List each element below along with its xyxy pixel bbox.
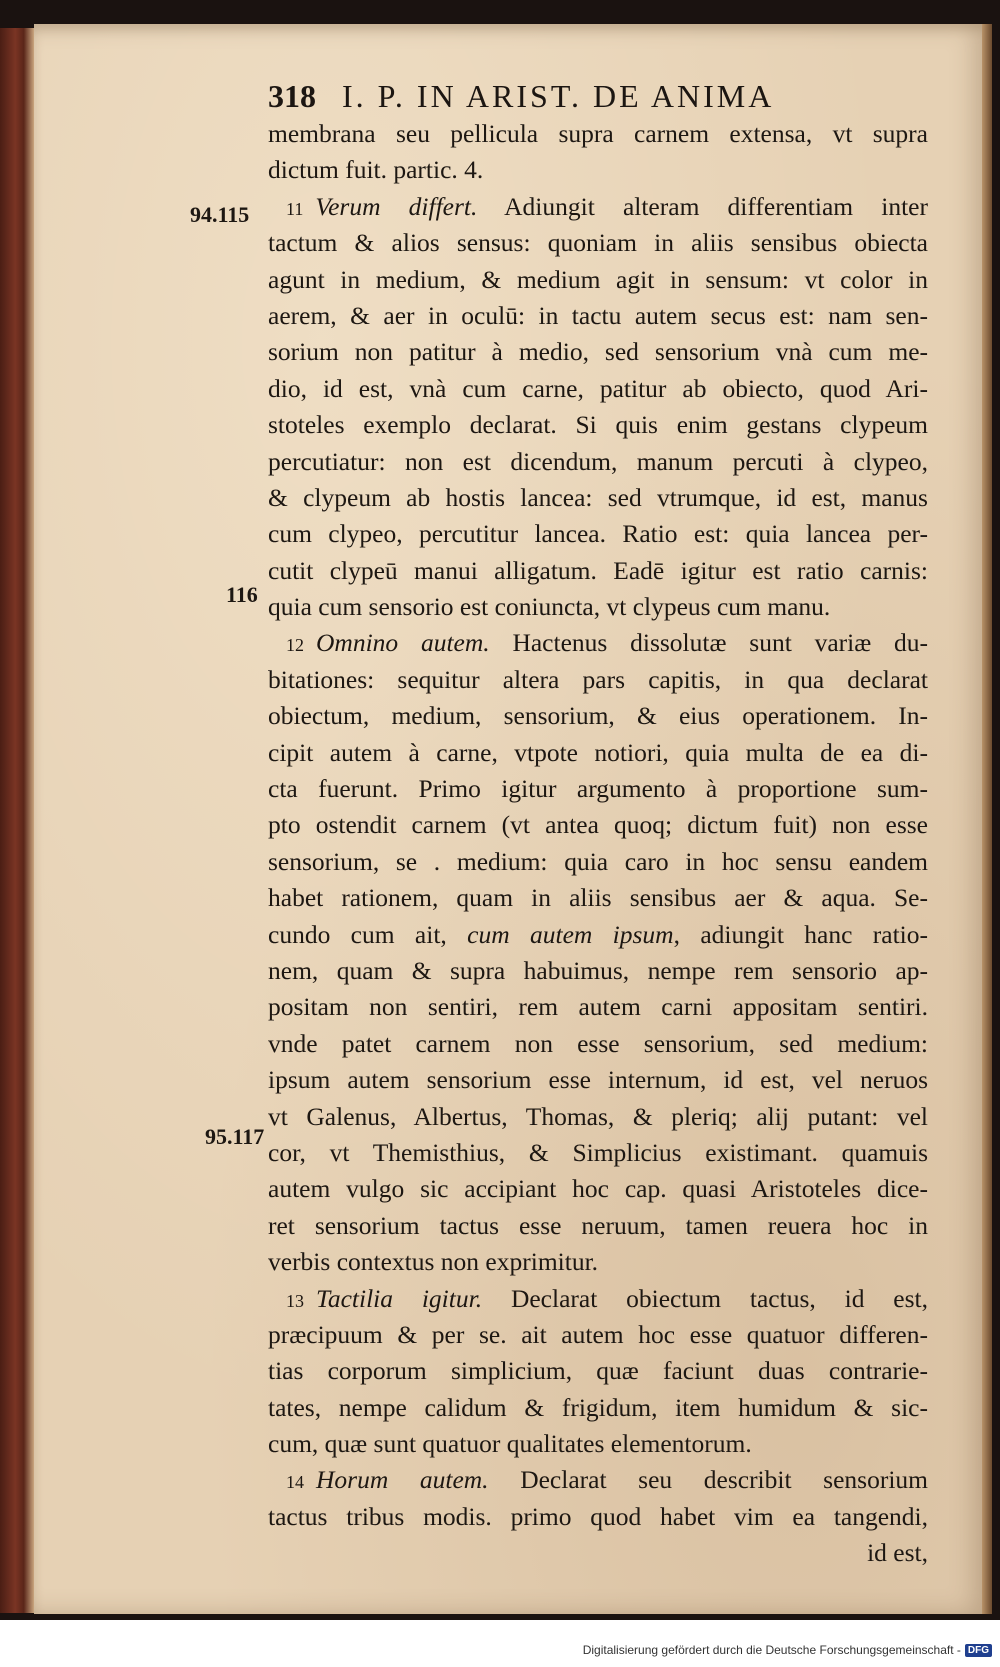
book-binding-edge [0,28,34,1613]
text-line [268,116,928,152]
line-text: Declarat seu describit sensorium [520,1465,928,1495]
text-line [268,953,928,989]
line-text: sorium non patitur à medio, sed sensorium vnà cum me- [268,337,928,367]
section-number: 13 [286,1290,304,1311]
lemma: Horum autem. [316,1465,489,1495]
line-text: percutiatur: non est dicendum, manum percuti à clypeo, [268,446,928,476]
page-edge-right [982,24,992,1614]
line-text: dio, id est, vnà cum carne, patitur ab obiecto, quod Ari- [268,373,928,403]
line-text: bitationes: sequitur altera pars capitis, in qua declarat [268,664,928,694]
line-text: præcipuum & per se. ait autem hoc esse quatuor differen- [268,1319,928,1349]
line-text: cutit clypeū manui alligatum. Eadē igitur est ratio carnis: [268,555,928,585]
text-line [268,1171,928,1207]
line-text: cum, quæ sunt quatuor qualitates elementorum. [268,1429,752,1459]
text-line [268,1281,928,1317]
line-text: habet rationem, quam in aliis sensibus aer & aqua. Se- [268,883,928,913]
text-line [268,1026,928,1062]
text-line [268,1390,928,1426]
line-text: membrana seu pellicula supra carnem extensa, vt supra [268,119,928,148]
line-text: agunt in medium, & medium agit in sensum: vt color in [268,264,928,294]
line-text: autem vulgo sic accipiant hoc cap. quasi Aristoteles dice- [268,1174,928,1204]
text-line [268,589,928,625]
line-text: Declarat obiectum tactus, id est, [510,1283,928,1313]
line-text: , adiungit hanc ratio- [673,919,928,949]
dfg-logo: DFG [965,1644,992,1657]
text-line [268,553,928,589]
section-number: 14 [286,1472,304,1493]
lemma: Tactilia igitur. [316,1283,483,1313]
line-text: tactus tribus modis. primo quod habet vim ea tangendi, [268,1501,928,1531]
line-text: tias corporum simplicium, quæ faciunt duas contrarie- [268,1356,928,1386]
text-line [268,334,928,370]
section-number: 11 [286,198,304,219]
running-header [268,78,774,115]
line-text: Hactenus dissolutæ sunt variæ du- [512,628,929,658]
text-line [268,1208,928,1244]
text-line [268,735,928,771]
line-text: cipit autem à carne, vtpote notiori, quia multa de ea di- [268,737,928,767]
text-line [268,1499,928,1535]
line-text: cor, vt Themisthius, & Simplicius existimant. quamuis [268,1137,928,1167]
text-line [268,1353,928,1389]
line-text: vt Galenus, Albertus, Thomas, & pleriq; alij putant: vel [268,1101,928,1131]
section-number: 12 [286,635,304,656]
lemma: cum autem ipsum [467,919,674,949]
line-text: sensorium, se . medium: quia caro in hoc sensu eandem [268,846,928,876]
text-line [268,1317,928,1353]
text-line [268,1426,928,1462]
text-line [268,1062,928,1098]
text-line [268,225,928,261]
text-line [268,844,928,880]
margin-note: 95.117 [205,1124,265,1149]
text-line [268,1462,928,1498]
text-line [268,480,928,516]
text-line [268,880,928,916]
line-text: nem, quam & supra habuimus, nempe rem sensorio ap- [268,955,928,985]
line-text: positam non sentiri, rem autem carni appositam sentiri. [268,992,928,1022]
text-line [268,771,928,807]
line-text: quia cum sensorio est coniuncta, vt clypeus cum manu. [268,592,831,622]
text-line [268,662,928,698]
text-line [268,698,928,734]
text-line [268,189,928,225]
line-text: aerem, & aer in oculū: in tactu autem secus est: nam sen- [268,300,928,330]
text-line [268,444,928,480]
line-text: vnde patet carnem non esse sensorium, sed medium: [268,1028,928,1058]
page-number: 318 [268,78,316,114]
line-text: id est, [867,1538,928,1568]
line-text: stoteles exemplo declarat. Si quis enim gestans clypeum [268,410,928,440]
digitization-credit [583,1643,992,1657]
text-line [268,807,928,843]
text-line [268,371,928,407]
line-text: Adiungit alteram differentiam inter [504,191,928,221]
line-text: tactum & alios sensus: quoniam in aliis sensibus obiecta [268,228,928,258]
text-line [268,989,928,1025]
line-text: pto ostendit carnem (vt antea quoq; dictum fuit) non esse [268,810,928,840]
line-text: cundo cum ait, [268,919,468,949]
line-text: dictum fuit. partic. 4. [268,155,484,185]
text-line [268,407,928,443]
line-text: cum clypeo, percutitur lancea. Ratio est: quia lancea per- [268,519,928,549]
credit-text: Digitalisierung gefördert durch die Deutsche Forschungsgemeinschaft - [582,1643,961,1657]
text-line [268,1244,928,1280]
text-line [268,298,928,334]
margin-note: 94.115 [190,202,250,227]
text-line [268,152,928,188]
lemma: Verum differt. [315,191,478,221]
text-line [268,917,928,953]
text-line [268,516,928,552]
text-line [268,1135,928,1171]
line-text: ipsum autem sensorium esse internum, id est, vel neruos [268,1065,928,1095]
lemma: Omnino autem. [316,628,490,658]
line-text: tates, nempe calidum & frigidum, item humidum & sic- [268,1392,928,1422]
text-line [268,1099,928,1135]
line-text: verbis contextus non exprimitur. [268,1247,599,1277]
running-title: I. P. IN ARIST. DE ANIMA [342,78,775,114]
text-line [268,1535,928,1571]
line-text: & clypeum ab hostis lancea: sed vtrumque, id est, manus [268,482,928,512]
text-line [268,262,928,298]
line-text: obiectum, medium, sensorium, & eius operationem. In- [268,701,928,731]
line-text: ret sensorium tactus esse neruum, tamen reuera hoc in [268,1210,928,1240]
body-text [268,116,928,1572]
margin-note: 116 [226,582,258,607]
text-line [268,625,928,661]
line-text: cta fuerunt. Primo igitur argumento à proportione sum- [268,774,928,804]
